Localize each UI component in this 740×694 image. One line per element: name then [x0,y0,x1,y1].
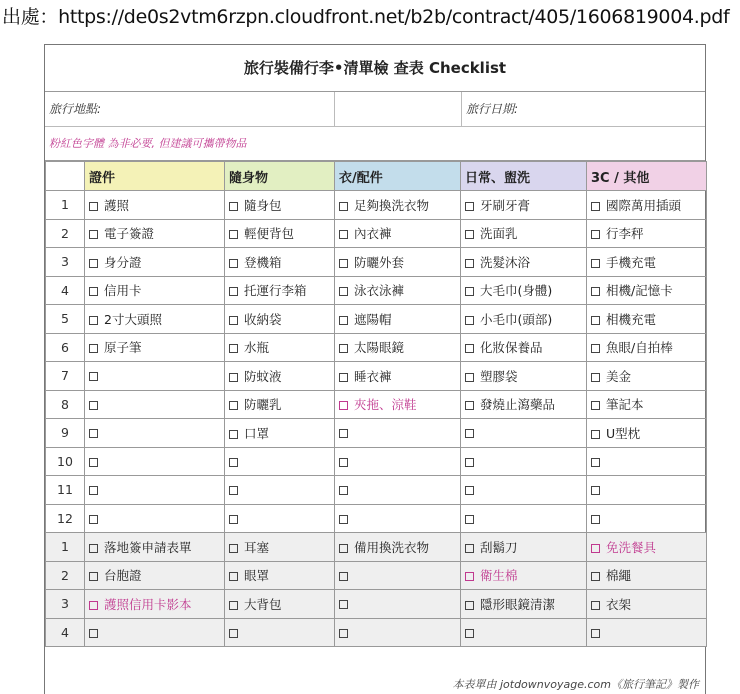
checklist-item-cell[interactable] [335,590,461,619]
checkbox-icon[interactable] [89,259,98,268]
checkbox-icon[interactable] [465,287,474,296]
item-label: 托運行李箱 [244,283,307,299]
item-label: 大毛巾(身體) [480,283,553,299]
checkbox-icon[interactable] [591,486,600,495]
checklist-item-cell[interactable] [461,618,587,647]
checkbox-icon[interactable] [591,544,600,553]
item-label: 護照 [104,197,130,213]
checkbox-icon[interactable] [591,430,600,439]
row-number: 3 [46,248,85,277]
checklist-item-cell[interactable] [85,561,225,590]
checkbox-icon[interactable] [339,572,348,581]
checkbox-icon[interactable] [339,373,348,382]
checklist-item-cell[interactable] [335,447,461,476]
checklist-item-cell[interactable] [85,276,225,305]
checklist-item-cell[interactable] [85,447,225,476]
checklist-item-cell[interactable] [225,476,335,505]
item-label: 輕便背包 [244,226,295,242]
checklist-item-cell[interactable] [461,476,587,505]
checkbox-icon[interactable] [591,629,600,638]
source-url-line: 出處：https://de0s2vtm6rzpn.cloudfront.net/b2b/contract/405/1606819004.pdf [2,6,730,28]
item-label: 相機/記憶卡 [606,283,673,299]
checkbox-icon[interactable] [591,316,600,325]
checkbox-icon[interactable] [89,429,98,438]
extra-checklist-row [46,618,707,647]
checklist-row [46,476,707,505]
item-label: 落地簽申請表單 [104,539,192,555]
checklist-item-cell[interactable] [335,191,461,220]
checklist-row [46,447,707,476]
checklist-item-cell[interactable] [335,219,461,248]
checkbox-icon[interactable] [591,287,600,296]
row-number: 12 [46,504,85,533]
checklist-item-cell[interactable] [85,333,225,362]
checklist-item-cell[interactable] [461,447,587,476]
row-number: 9 [46,419,85,448]
checklist-row [46,276,707,305]
checklist-item-cell[interactable] [461,276,587,305]
checkbox-icon[interactable] [229,572,238,581]
checkbox-icon[interactable] [339,316,348,325]
category-header: 日常、盥洗 [461,162,587,191]
checklist-table [45,161,707,647]
category-header: 隨身物 [225,162,335,191]
item-label: 內衣褲 [354,226,392,242]
checklist-item-cell[interactable] [587,191,707,220]
checklist-item-cell[interactable] [225,276,335,305]
row-number: 1 [46,191,85,220]
checkbox-icon[interactable] [465,202,474,211]
item-label: 行李秤 [606,226,644,242]
checklist-item-cell[interactable] [587,362,707,391]
checklist-item-cell[interactable] [335,618,461,647]
checklist-item-cell[interactable] [85,248,225,277]
checklist-item-cell[interactable] [85,533,225,562]
row-number: 6 [46,333,85,362]
checklist-item-cell[interactable] [85,362,225,391]
item-label: 夾拖、涼鞋 [354,397,417,413]
checkbox-icon[interactable] [465,515,474,524]
checklist-item-cell[interactable] [335,362,461,391]
number-column-header [46,162,85,191]
checklist-item-cell[interactable] [225,533,335,562]
checklist-row [46,419,707,448]
checklist-item-cell[interactable] [587,504,707,533]
checkbox-icon[interactable] [465,429,474,438]
category-header: 證件 [85,162,225,191]
checkbox-icon[interactable] [591,230,600,239]
checklist-item-cell[interactable] [461,333,587,362]
checklist-item-cell[interactable] [587,390,707,419]
item-label: 水瓶 [244,340,270,356]
checklist-item-cell[interactable] [225,447,335,476]
checklist-item-cell[interactable] [85,476,225,505]
extra-checklist-row [46,561,707,590]
item-label: 足夠換洗衣物 [354,197,430,213]
extra-checklist-row [46,590,707,619]
checkbox-icon[interactable] [89,544,98,553]
checklist-item-cell[interactable] [461,419,587,448]
row-number: 3 [46,590,85,619]
item-label: 隨身包 [244,197,282,213]
checkbox-icon[interactable] [229,430,238,439]
checklist-item-cell[interactable] [335,248,461,277]
checkbox-icon[interactable] [465,601,474,610]
checklist-item-cell[interactable] [587,219,707,248]
checkbox-icon[interactable] [591,259,600,268]
checklist-item-cell[interactable] [85,191,225,220]
checkbox-icon[interactable] [465,486,474,495]
checklist-item-cell[interactable] [461,248,587,277]
checklist-item-cell[interactable] [461,590,587,619]
checklist-item-cell[interactable] [335,476,461,505]
checkbox-icon[interactable] [465,373,474,382]
checklist-item-cell[interactable] [587,419,707,448]
checkbox-icon[interactable] [465,629,474,638]
checklist-item-cell[interactable] [225,191,335,220]
checklist-row [46,504,707,533]
item-label: 刮鬍刀 [480,539,518,555]
item-label: 筆記本 [606,397,644,413]
row-number: 11 [46,476,85,505]
checkbox-icon[interactable] [89,230,98,239]
checkbox-icon[interactable] [89,515,98,524]
checkbox-icon[interactable] [465,230,474,239]
item-label: 發燒止瀉藥品 [480,397,556,413]
item-label: 登機箱 [244,254,282,270]
checkbox-icon[interactable] [339,429,348,438]
checklist-item-cell[interactable] [461,305,587,334]
category-header: 衣/配件 [335,162,461,191]
checkbox-icon[interactable] [229,629,238,638]
checklist-item-cell[interactable] [85,618,225,647]
checkbox-icon[interactable] [229,515,238,524]
checkbox-icon[interactable] [89,287,98,296]
checklist-item-cell[interactable] [461,504,587,533]
checklist-row [46,305,707,334]
checkbox-icon[interactable] [229,373,238,382]
item-label: 台胞證 [104,568,142,584]
checklist-row [46,191,707,220]
checkbox-icon[interactable] [229,344,238,353]
item-label: 小毛巾(頭部) [480,311,553,327]
checkbox-icon[interactable] [339,202,348,211]
checkbox-icon[interactable] [89,316,98,325]
item-label: 牙刷牙膏 [480,197,531,213]
item-label: 太陽眼鏡 [354,340,405,356]
item-label: 防蚊液 [244,368,282,384]
checklist-row [46,362,707,391]
checkbox-icon[interactable] [339,486,348,495]
checklist-item-cell[interactable] [587,333,707,362]
item-label: 睡衣褲 [354,368,392,384]
checkbox-icon[interactable] [591,202,600,211]
trip-info-row [45,92,705,127]
checklist-item-cell[interactable] [587,476,707,505]
checkbox-icon[interactable] [89,202,98,211]
row-number: 4 [46,618,85,647]
checklist-item-cell[interactable] [225,219,335,248]
checklist-item-cell[interactable] [225,390,335,419]
item-label: 棉繩 [606,568,632,584]
checklist-item-cell[interactable] [587,533,707,562]
row-number: 5 [46,305,85,334]
checklist-item-cell[interactable] [335,305,461,334]
checkbox-icon[interactable] [89,629,98,638]
checklist-item-cell[interactable] [85,419,225,448]
checklist-item-cell[interactable] [461,191,587,220]
checkbox-icon[interactable] [591,401,600,410]
checkbox-icon[interactable] [229,401,238,410]
checkbox-icon[interactable] [339,287,348,296]
item-label: 手機充電 [606,254,657,270]
checklist-item-cell[interactable] [335,333,461,362]
item-label: 洗面乳 [480,226,518,242]
checklist-item-cell[interactable] [225,248,335,277]
checklist-item-cell[interactable] [461,390,587,419]
checklist-item-cell[interactable] [587,618,707,647]
item-label: 遮陽帽 [354,311,392,327]
checkbox-icon[interactable] [465,572,474,581]
checklist-row [46,390,707,419]
item-label: 泳衣泳褲 [354,283,405,299]
checklist-item-cell[interactable] [587,276,707,305]
checkbox-icon[interactable] [465,401,474,410]
item-label: 塑膠袋 [480,368,518,384]
checklist-item-cell[interactable] [587,561,707,590]
row-number: 2 [46,219,85,248]
item-label: 衣架 [606,596,632,612]
checklist-item-cell[interactable] [225,305,335,334]
item-label: 洗髮沐浴 [480,254,531,270]
item-label: 耳塞 [244,539,270,555]
credit-line: 本表單由 jotdownvoyage.com《旅行筆記》製作 [452,678,699,691]
checkbox-icon[interactable] [229,202,238,211]
checklist-item-cell[interactable] [85,390,225,419]
row-number: 8 [46,390,85,419]
row-number: 10 [46,447,85,476]
checklist-row [46,248,707,277]
item-label: 隱形眼鏡清潔 [480,596,556,612]
item-label: 化妝保養品 [480,340,543,356]
item-label: 防曬外套 [354,254,405,270]
checkbox-icon[interactable] [339,344,348,353]
checklist-item-cell[interactable] [335,561,461,590]
checkbox-icon[interactable] [465,344,474,353]
checklist-item-cell[interactable] [85,305,225,334]
checkbox-icon[interactable] [339,401,348,410]
checklist-item-cell[interactable] [225,504,335,533]
checklist-title: 旅行裝備行李•清單檢 查表 Checklist [45,45,705,92]
date-label: 旅行日期: [466,102,519,116]
checklist-item-cell[interactable] [225,362,335,391]
checkbox-icon[interactable] [229,601,238,610]
checkbox-icon[interactable] [591,515,600,524]
checkbox-icon[interactable] [339,629,348,638]
checkbox-icon[interactable] [89,572,98,581]
row-number: 1 [46,533,85,562]
checklist-item-cell[interactable] [587,590,707,619]
checklist-item-cell[interactable] [225,590,335,619]
checklist-item-cell[interactable] [335,390,461,419]
checklist-sheet [44,44,706,694]
item-label: 衛生棉 [480,568,518,584]
checkbox-icon[interactable] [339,600,348,609]
item-label: 原子筆 [104,340,142,356]
checklist-item-cell[interactable] [225,333,335,362]
checkbox-icon[interactable] [465,544,474,553]
item-label: 信用卡 [104,283,142,299]
checklist-item-cell[interactable] [587,447,707,476]
checkbox-icon[interactable] [89,601,98,610]
item-label: U型枕 [606,425,641,441]
checkbox-icon[interactable] [591,458,600,467]
checkbox-icon[interactable] [339,458,348,467]
checkbox-icon[interactable] [229,486,238,495]
checkbox-icon[interactable] [591,373,600,382]
item-label: 電子簽證 [104,226,155,242]
row-number: 4 [46,276,85,305]
checklist-item-cell[interactable] [85,219,225,248]
item-label: 備用換洗衣物 [354,539,430,555]
checkbox-icon[interactable] [229,287,238,296]
checkbox-icon[interactable] [339,544,348,553]
checkbox-icon[interactable] [89,458,98,467]
item-label: 魚眼/自拍棒 [606,340,673,356]
checkbox-icon[interactable] [591,344,600,353]
checkbox-icon[interactable] [339,259,348,268]
checkbox-icon[interactable] [89,372,98,381]
checklist-item-cell[interactable] [461,219,587,248]
checkbox-icon[interactable] [339,515,348,524]
item-label: 相機充電 [606,311,657,327]
row-number: 7 [46,362,85,391]
checkbox-icon[interactable] [229,544,238,553]
checklist-item-cell[interactable] [85,590,225,619]
checklist-item-cell[interactable] [335,419,461,448]
item-label: 眼罩 [244,568,270,584]
checkbox-icon[interactable] [229,458,238,467]
checklist-item-cell[interactable] [587,248,707,277]
checklist-item-cell[interactable] [461,561,587,590]
checkbox-icon[interactable] [229,316,238,325]
item-label: 護照信用卡影本 [104,596,192,612]
checklist-item-cell[interactable] [587,305,707,334]
checklist-item-cell[interactable] [461,362,587,391]
checklist-item-cell[interactable] [335,276,461,305]
extra-checklist-row [46,533,707,562]
category-header-row [46,162,707,191]
checkbox-icon[interactable] [591,601,600,610]
checklist-item-cell[interactable] [85,504,225,533]
checklist-row [46,333,707,362]
item-label: 2寸大頭照 [104,311,162,327]
item-label: 免洗餐具 [606,539,657,555]
checkbox-icon[interactable] [89,486,98,495]
item-label: 口罩 [244,425,270,441]
item-label: 防曬乳 [244,397,282,413]
checklist-item-cell[interactable] [461,533,587,562]
checklist-item-cell[interactable] [335,533,461,562]
checkbox-icon[interactable] [229,230,238,239]
checkbox-icon[interactable] [591,572,600,581]
checkbox-icon[interactable] [89,401,98,410]
checklist-row [46,219,707,248]
checkbox-icon[interactable] [465,259,474,268]
category-header: 3C / 其他 [587,162,707,191]
checklist-item-cell[interactable] [335,504,461,533]
checkbox-icon[interactable] [465,316,474,325]
optional-items-note: 粉紅色字體 為非必要, 但建議可攜帶物品 [45,127,705,161]
checkbox-icon[interactable] [229,259,238,268]
item-label: 國際萬用插頭 [606,197,682,213]
row-number: 2 [46,561,85,590]
checklist-item-cell[interactable] [225,618,335,647]
checkbox-icon[interactable] [339,230,348,239]
item-label: 大背包 [244,596,282,612]
checklist-item-cell[interactable] [225,561,335,590]
checklist-item-cell[interactable] [225,419,335,448]
destination-value-cell [335,92,462,126]
destination-label: 旅行地點: [45,92,335,126]
item-label: 身分證 [104,254,142,270]
item-label: 美金 [606,368,632,384]
checkbox-icon[interactable] [89,344,98,353]
item-label: 收納袋 [244,311,282,327]
checkbox-icon[interactable] [465,458,474,467]
